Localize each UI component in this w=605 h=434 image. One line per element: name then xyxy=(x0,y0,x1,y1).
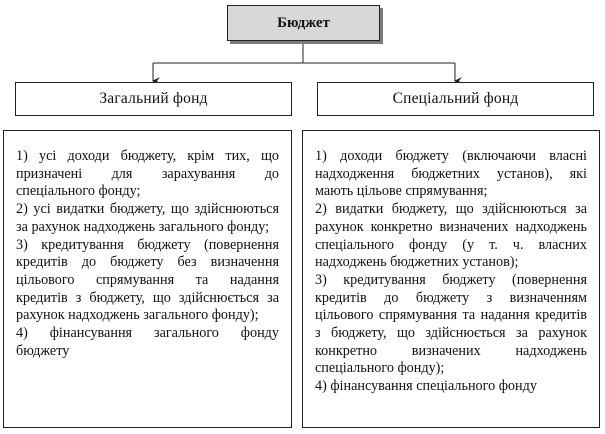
general-fund-item-4: 4) фінансування загального фонду бюджету xyxy=(16,325,279,359)
special-fund-box xyxy=(317,82,594,116)
general-fund-label: Загальний фонд xyxy=(99,90,208,107)
special-fund-item-2: 2) видатки бюджету, що здійснюються за рахунок конкретно визначених надходжень спеціального фонду (у т. ч. власних надходжень бюджетних установ); xyxy=(315,201,587,271)
special-fund-items xyxy=(302,130,600,428)
special-fund-item-3: 3) кредитування бюджету (повернення кредитів до бюджету з визначенням цільового спрямування та надання кредитів з бюджету, що здійснюється за рахунок конкретно визначених надходжень спеціального фонду); xyxy=(315,271,587,377)
special-fund-item-4: 4) фінансування спеціального фонду xyxy=(315,378,537,395)
budget-root-box xyxy=(227,5,380,41)
budget-root-label: Бюджет xyxy=(277,14,330,31)
general-fund-items xyxy=(3,130,292,428)
special-fund-item-1: 1) доходи бюджету (включаючи власні надходження бюджетних установ), які мають цільове спрямування; xyxy=(315,148,587,200)
general-fund-item-1: 1) усі доходи бюджету, крім тих, що призначені для зарахування до спеціального фонду; xyxy=(16,148,279,200)
general-fund-item-2: 2) усі видатки бюджету, що здійснюються за рахунок надходжень загального фонду; xyxy=(16,201,279,235)
general-fund-box xyxy=(15,82,292,116)
special-fund-label: Спеціальний фонд xyxy=(392,90,519,107)
general-fund-item-3: 3) кредитування бюджету (повернення кредитів до бюджету без визначення цільового спрямування та надання кредитів з бюджету, що здійснюється за рахунок надходжень загального фонду); xyxy=(16,236,279,324)
